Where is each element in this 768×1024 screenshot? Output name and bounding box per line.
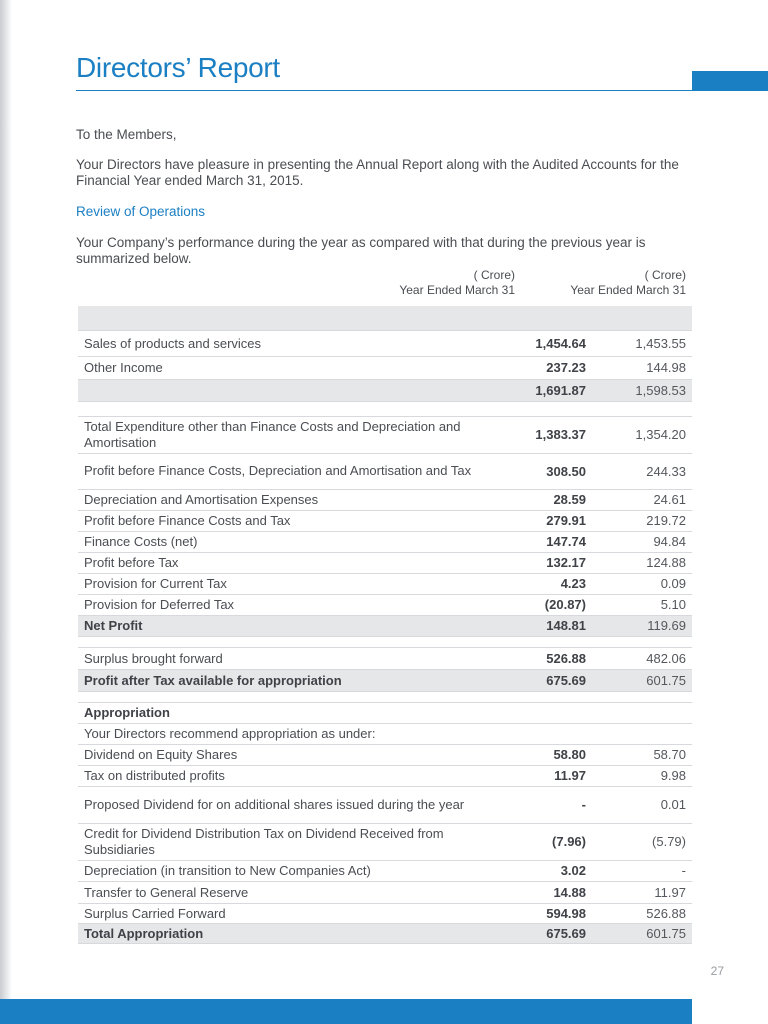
- previous-value: 1,598.53: [592, 379, 692, 401]
- current-value: 11.97: [480, 765, 592, 786]
- previous-value: 24.61: [592, 489, 692, 510]
- current-value: 58.80: [480, 744, 592, 765]
- current-value: 1,454.64: [480, 330, 592, 356]
- row-label: Sales of products and services: [78, 330, 480, 356]
- current-value: 3.02: [480, 860, 592, 881]
- net-profit-row: [78, 615, 692, 636]
- previous-value: [592, 702, 692, 723]
- previous-unit: ( Crore): [644, 268, 686, 282]
- table-row: [78, 573, 692, 594]
- current-period: Year Ended March 31: [399, 283, 515, 297]
- current-value: (20.87): [480, 594, 592, 615]
- current-unit: ( Crore): [473, 268, 515, 282]
- row-label: Profit before Tax: [78, 552, 480, 573]
- current-value: 279.91: [480, 510, 592, 531]
- previous-value: 0.01: [592, 786, 692, 823]
- previous-value: 124.88: [592, 552, 692, 573]
- row-label: Your Directors recommend appropriation as under:: [78, 723, 480, 744]
- appropriation-heading-row: [78, 702, 692, 723]
- current-value: 4.23: [480, 573, 592, 594]
- row-label: Provision for Current Tax: [78, 573, 480, 594]
- previous-value: 244.33: [592, 453, 692, 489]
- section-paragraph: Your Company’s performance during the year as compared with that during the previous year is summarized below.: [76, 235, 646, 266]
- previous-value: 119.69: [592, 615, 692, 636]
- previous-period: Year Ended March 31: [570, 283, 686, 297]
- table-row: [78, 881, 692, 903]
- row-label: Profit before Finance Costs and Tax: [78, 510, 480, 531]
- current-value: 28.59: [480, 489, 592, 510]
- table-header-band: [78, 306, 692, 330]
- table-row: [78, 510, 692, 531]
- previous-value: 482.06: [592, 647, 692, 669]
- current-value: [480, 723, 592, 744]
- table-row: [78, 647, 692, 669]
- table-row: [78, 723, 692, 744]
- table-row: [78, 744, 692, 765]
- previous-value: 144.98: [592, 356, 692, 379]
- previous-value: 9.98: [592, 765, 692, 786]
- page-edge-shadow: [0, 0, 12, 1024]
- row-label: Profit after Tax available for appropriation: [78, 669, 480, 691]
- spacer-row: [78, 401, 692, 416]
- current-value: (7.96): [480, 823, 592, 860]
- row-label: Dividend on Equity Shares: [78, 744, 480, 765]
- previous-value: 219.72: [592, 510, 692, 531]
- title-underline: [76, 90, 692, 91]
- table-row: [78, 903, 692, 923]
- previous-value: 601.75: [592, 669, 692, 691]
- current-value: 148.81: [480, 615, 592, 636]
- footer-accent-bar: [0, 999, 692, 1024]
- row-label: Total Expenditure other than Finance Costs and Depreciation and Amortisation: [78, 416, 480, 453]
- current-value: 675.69: [480, 669, 592, 691]
- previous-value: 526.88: [592, 903, 692, 923]
- previous-value: [592, 723, 692, 744]
- row-label: Credit for Dividend Distribution Tax on Dividend Received from Subsidiaries: [78, 823, 480, 860]
- table-row: [78, 531, 692, 552]
- previous-value: 11.97: [592, 881, 692, 903]
- row-label: Surplus Carried Forward: [78, 903, 480, 923]
- table-row: [78, 786, 692, 823]
- salutation: To the Members,: [76, 127, 177, 142]
- current-value: 526.88: [480, 647, 592, 669]
- previous-value: 1,354.20: [592, 416, 692, 453]
- table-row: [78, 416, 692, 453]
- table-row: [78, 860, 692, 881]
- previous-value: 94.84: [592, 531, 692, 552]
- row-label: Tax on distributed profits: [78, 765, 480, 786]
- previous-value: 601.75: [592, 923, 692, 943]
- table-row: [78, 594, 692, 615]
- current-value: -: [480, 786, 592, 823]
- title-accent-bar: [692, 71, 768, 91]
- row-label: Finance Costs (net): [78, 531, 480, 552]
- previous-value: 58.70: [592, 744, 692, 765]
- row-label: Surplus brought forward: [78, 647, 480, 669]
- current-value: 132.17: [480, 552, 592, 573]
- row-label: [78, 379, 480, 401]
- current-value: 594.98: [480, 903, 592, 923]
- table-row: [78, 330, 692, 356]
- previous-value: 0.09: [592, 573, 692, 594]
- table-row: [78, 552, 692, 573]
- previous-value: 5.10: [592, 594, 692, 615]
- row-label: Depreciation and Amortisation Expenses: [78, 489, 480, 510]
- current-value: 1,691.87: [480, 379, 592, 401]
- intro-paragraph: Your Directors have pleasure in presenting the Annual Report along with the Audited Accounts for the Financial Year ended March 31, 2015.: [76, 157, 679, 188]
- previous-value: 1,453.55: [592, 330, 692, 356]
- previous-value: -: [592, 860, 692, 881]
- current-value: 237.23: [480, 356, 592, 379]
- pat-available-row: [78, 669, 692, 691]
- page-number: 27: [710, 964, 724, 978]
- table-row: [78, 823, 692, 860]
- section-heading: Review of Operations: [76, 204, 206, 219]
- previous-value: (5.79): [592, 823, 692, 860]
- current-year-header: [360, 268, 515, 298]
- row-label: Profit before Finance Costs, Depreciation and Amortisation and Tax: [78, 453, 480, 489]
- current-value: 1,383.37: [480, 416, 592, 453]
- row-label: Appropriation: [78, 702, 480, 723]
- current-value: [480, 702, 592, 723]
- spacer-row: [78, 636, 692, 647]
- spacer-row: [78, 691, 692, 702]
- current-value: 675.69: [480, 923, 592, 943]
- row-label: Transfer to General Reserve: [78, 881, 480, 903]
- current-value: 147.74: [480, 531, 592, 552]
- row-label: Net Profit: [78, 615, 480, 636]
- current-value: 14.88: [480, 881, 592, 903]
- table-row: [78, 765, 692, 786]
- current-value: 308.50: [480, 453, 592, 489]
- table-row: [78, 356, 692, 379]
- row-label: Provision for Deferred Tax: [78, 594, 480, 615]
- total-appropriation-row: [78, 923, 692, 943]
- table-row: [78, 453, 692, 489]
- row-label: Depreciation (in transition to New Companies Act): [78, 860, 480, 881]
- row-label: Total Appropriation: [78, 923, 480, 943]
- previous-year-header: [530, 268, 686, 298]
- table-row: [78, 489, 692, 510]
- financial-results-table: [78, 306, 692, 944]
- row-label: Other Income: [78, 356, 480, 379]
- page-title: Directors’ Report: [76, 52, 280, 83]
- total-income-row: [78, 379, 692, 401]
- row-label: Proposed Dividend for on additional shares issued during the year: [78, 786, 480, 823]
